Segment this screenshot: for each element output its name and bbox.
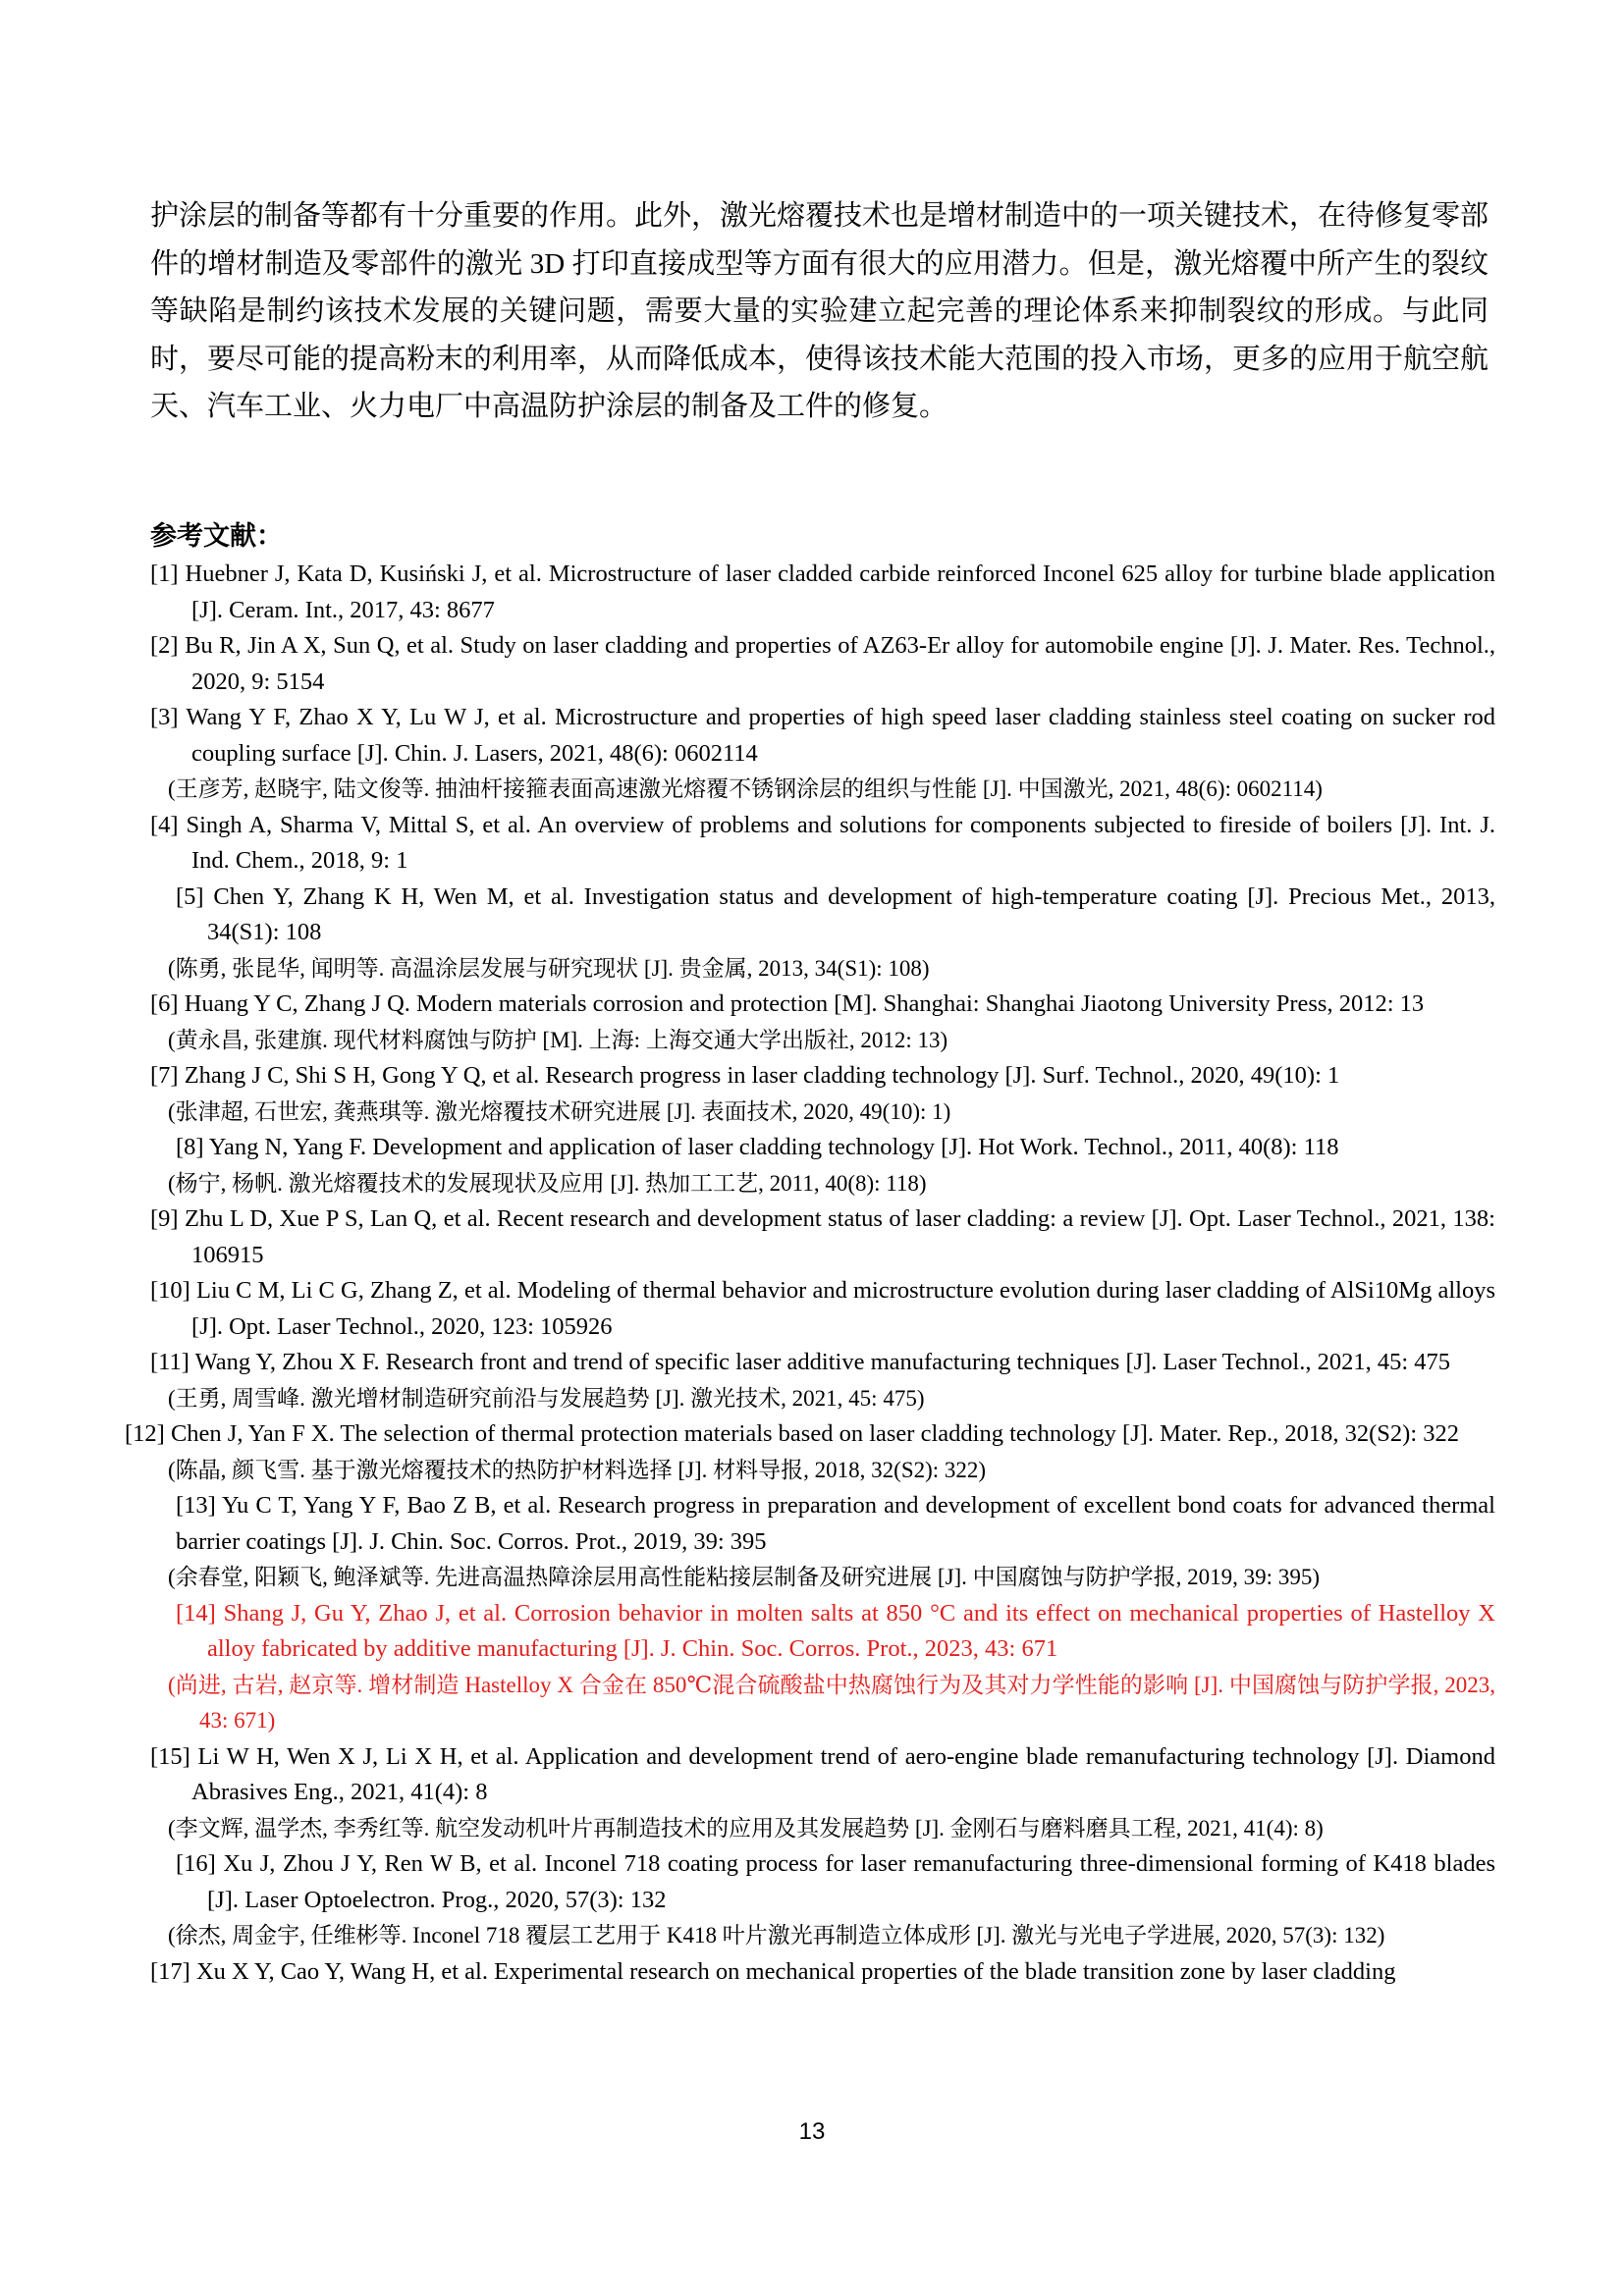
reference-translation: (杨宁, 杨帆. 激光熔覆技术的发展现状及应用 [J]. 热加工工艺, 2011, 40(8): 118)	[168, 1170, 927, 1196]
reference-item: [11] Wang Y, Zhou X F. Research front and trend of specific laser additive manufacturing techniques [J]. Laser Technol., 2021, 45: 475	[150, 1349, 1451, 1375]
reference-item: [1] Huebner J, Kata D, Kusiński J, et al. Microstructure of laser cladded carbide reinforced Inconel 625 alloy for turbine blade application [J]. Ceram. Int., 2017, 43: 8677	[150, 561, 1495, 623]
reference-item: [5] Chen Y, Zhang K H, Wen M, et al. Investigation status and development of high-temperature coating [J]. Precious Met., 2013, 34(S1): 108	[176, 882, 1495, 945]
reference-item: [6] Huang Y C, Zhang J Q. Modern materials corrosion and protection [M]. Shanghai: Shanghai Jiaotong University Press, 2012: 13	[150, 990, 1425, 1017]
reference-item: [9] Zhu L D, Xue P S, Lan Q, et al. Recent research and development status of laser cladding: a review [J]. Opt. Laser Technol., 2021, 138: 106915	[150, 1205, 1495, 1268]
reference-item: [2] Bu R, Jin A X, Sun Q, et al. Study on laser cladding and properties of AZ63-Er alloy for automobile engine [J]. J. Mater. Res. Technol., 2020, 9: 5154	[150, 632, 1495, 695]
reference-item: [3] Wang Y F, Zhao X Y, Lu W J, et al. Microstructure and properties of high speed laser cladding stainless steel coating on sucker rod coupling surface [J]. Chin. J. Lasers, 2021, 48(6): 0602114	[150, 704, 1495, 767]
reference-item: [4] Singh A, Sharma V, Mittal S, et al. An overview of problems and solutions for components subjected to fireside of boilers [J]. Int. J. Ind. Chem., 2018, 9: 1	[150, 811, 1495, 874]
reference-translation: (余春堂, 阳颖飞, 鲍泽斌等. 先进高温热障涂层用高性能粘接层制备及研究进展 [J]. 中国腐蚀与防护学报, 2019, 39: 395)	[168, 1565, 1320, 1589]
reference-translation: (陈勇, 张昆华, 闻明等. 高温涂层发展与研究现状 [J]. 贵金属, 2013, 34(S1): 108)	[168, 955, 930, 981]
reference-item: [16] Xu J, Zhou J Y, Ren W B, et al. Inconel 718 coating process for laser remanufacturing three-dimensional forming of K418 blades [J]. Laser Optoelectron. Prog., 2020, 57(3): 132	[176, 1850, 1495, 1913]
reference-translation-highlighted: (尚进, 古岩, 赵京等. 增材制造 Hastelloy X 合金在 850℃混合硫酸盐中热腐蚀行为及其对力学性能的影响 [J]. 中国腐蚀与防护学报, 2023, 43: 671)	[168, 1672, 1495, 1733]
reference-translation: (李文辉, 温学杰, 李秀红等. 航空发动机叶片再制造技术的应用及其发展趋势 [J]. 金刚石与磨料磨具工程, 2021, 41(4): 8)	[168, 1815, 1324, 1841]
reference-translation: (徐杰, 周金宇, 任维彬等. Inconel 718 覆层工艺用于 K418 叶片激光再制造立体成形 [J]. 激光与光电子学进展, 2020, 57(3): 132)	[168, 1923, 1385, 1948]
reference-item: [8] Yang N, Yang F. Development and application of laser cladding technology [J]. Hot Work. Technol., 2011, 40(8): 118	[176, 1134, 1339, 1160]
reference-item: [10] Liu C M, Li C G, Zhang Z, et al. Modeling of thermal behavior and microstructure evolution during laser cladding of AlSi10Mg alloys [J]. Opt. Laser Technol., 2020, 123: 105926	[150, 1277, 1495, 1340]
reference-item-highlighted: [14] Shang J, Gu Y, Zhao J, et al. Corrosion behavior in molten salts at 850 °C and its effect on mechanical properties of Hastelloy X alloy fabricated by additive manufacturing [J]. J. Chin. Soc. Corros. Prot., 2023, 43: 671	[176, 1599, 1495, 1662]
reference-translation: (陈晶, 颜飞雪. 基于激光熔覆技术的热防护材料选择 [J]. 材料导报, 2018, 32(S2): 322)	[168, 1457, 987, 1482]
page-number: 13	[798, 2118, 826, 2145]
reference-translation: (黄永昌, 张建旗. 现代材料腐蚀与防护 [M]. 上海: 上海交通大学出版社, 2012: 13)	[168, 1027, 948, 1052]
reference-item: [15] Li W H, Wen X J, Li X H, et al. Application and development trend of aero-engine blade remanufacturing technology [J]. Diamond Abrasives Eng., 2021, 41(4): 8	[150, 1742, 1495, 1805]
reference-list	[125, 557, 1495, 1990]
reference-translation: (王彦芳, 赵晓宇, 陆文俊等. 抽油杆接箍表面高速激光熔覆不锈钢涂层的组织与性能 [J]. 中国激光, 2021, 48(6): 0602114)	[168, 776, 1323, 801]
reference-item: [17] Xu X Y, Cao Y, Wang H, et al. Experimental research on mechanical properties of the blade transition zone by laser cladding	[150, 1957, 1396, 1985]
reference-translation: (王勇, 周雪峰. 激光增材制造研究前沿与发展趋势 [J]. 激光技术, 2021, 45: 475)	[168, 1385, 925, 1411]
references-heading: 参考文献：	[150, 521, 283, 552]
reference-item: [7] Zhang J C, Shi S H, Gong Y Q, et al. Research progress in laser cladding technology [J]. Surf. Technol., 2020, 49(10): 1	[150, 1062, 1340, 1089]
body-paragraph: 护涂层的制备等都有十分重要的作用。此外，激光熔覆技术也是增材制造中的一项关键技术，在待修复零部件的增材制造及零部件的激光 3D 打印直接成型等方面有很大的应用潜力。但是，激光熔覆中所产生的裂纹等缺陷是制约该技术发展的关键问题，需要大量的实验建立起完善的理论体系来抑制裂纹的形成。与此同时，要尽可能的提高粉末的利用率，从而降低成本，使得该技术能大范围的投入市场，更多的应用于航空航天、汽车工业、火力电厂中高温防护涂层的制备及工件的修复。	[150, 200, 1489, 422]
reference-item: [12] Chen J, Yan F X. The selection of thermal protection materials based on laser cladding technology [J]. Mater. Rep., 2018, 32(S2): 322	[125, 1420, 1460, 1447]
reference-translation: (张津超, 石世宏, 龚燕琪等. 激光熔覆技术研究进展 [J]. 表面技术, 2020, 49(10): 1)	[168, 1098, 951, 1124]
reference-item: [13] Yu C T, Yang Y F, Bao Z B, et al. Research progress in preparation and development of excellent bond coats for advanced thermal barrier coatings [J]. J. Chin. Soc. Corros. Prot., 2019, 39: 395	[176, 1492, 1495, 1555]
